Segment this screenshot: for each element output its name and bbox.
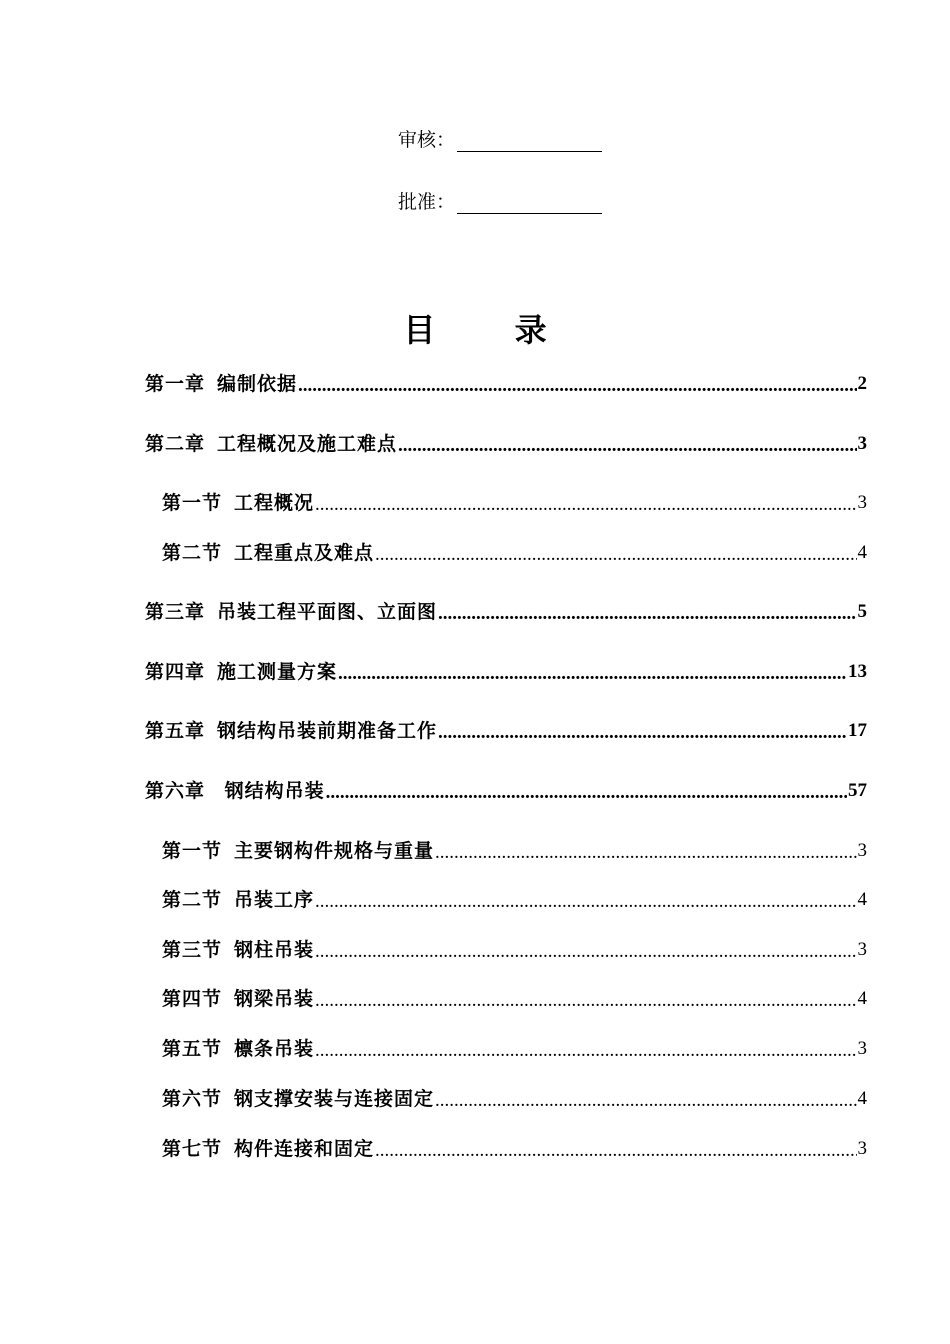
toc-leader-dots: [438, 721, 847, 745]
toc-entry-page: 3: [857, 939, 867, 960]
toc-leader-dots: [315, 890, 856, 914]
toc-entry-page: 4: [857, 889, 867, 910]
toc-entry-text: 檩条吊装: [234, 1038, 315, 1060]
toc-entry-number: 第四节: [162, 988, 223, 1010]
toc-entry-text: 工程重点及难点: [234, 542, 375, 564]
approve-signoff: [398, 188, 602, 214]
toc-entry-page: 4: [857, 1088, 867, 1109]
toc-entry-number: 第一章: [145, 373, 206, 395]
approve-label: 批准：: [398, 191, 456, 213]
toc-leader-dots: [438, 602, 856, 626]
toc-entry-text: 施工测量方案: [217, 661, 338, 683]
toc-leader-dots: [375, 543, 856, 567]
toc-entry-number: 第五章: [145, 720, 206, 742]
toc-leader-dots: [435, 1089, 856, 1113]
toc-entry-number: 第一节: [162, 492, 223, 514]
toc-leader-dots: [315, 940, 856, 964]
toc-entry-number: 第三节: [162, 939, 223, 961]
toc-entry[interactable]: [145, 777, 867, 805]
toc-leader-dots: [298, 374, 856, 398]
toc-leader-dots: [315, 989, 856, 1013]
toc-entry[interactable]: [162, 1135, 867, 1163]
toc-leader-dots: [315, 1039, 856, 1063]
toc-entry[interactable]: [162, 489, 867, 517]
toc-entry-text: 吊装工程平面图、立面图: [217, 601, 438, 623]
toc-entry-number: 第六章: [145, 780, 206, 802]
toc-entry[interactable]: [162, 837, 867, 865]
toc-entry-number: 第四章: [145, 661, 206, 683]
toc-entry-number: 第二节: [162, 889, 223, 911]
toc-entry[interactable]: [162, 936, 867, 964]
toc-entry-text: 钢柱吊装: [234, 939, 315, 961]
review-signature-line[interactable]: [457, 131, 602, 152]
toc-entry[interactable]: [145, 717, 867, 745]
toc-entry-number: 第六节: [162, 1088, 223, 1110]
toc-entry-page: 57: [848, 780, 867, 801]
toc-entry-text: 构件连接和固定: [234, 1138, 375, 1160]
toc-entry[interactable]: [162, 886, 867, 914]
toc-entry-page: 3: [857, 433, 867, 454]
approve-signature-line[interactable]: [457, 193, 602, 214]
toc-leader-dots: [398, 434, 856, 458]
toc-title: 目 录: [403, 311, 581, 349]
toc-entry-number: 第二节: [162, 542, 223, 564]
toc-entry-page: 5: [857, 601, 867, 622]
toc-entry[interactable]: [162, 539, 867, 567]
toc-entry-page: 4: [857, 988, 867, 1009]
toc-leader-dots: [315, 493, 856, 517]
toc-entry-number: 第五节: [162, 1038, 223, 1060]
toc-entry-page: 4: [857, 542, 867, 563]
toc-entry-text: 主要钢构件规格与重量: [234, 840, 435, 862]
toc-entry[interactable]: [145, 658, 867, 686]
toc-entry-text: 钢支撑安装与连接固定: [234, 1088, 435, 1110]
review-signoff: [398, 126, 602, 152]
toc-entry-number: 第一节: [162, 840, 223, 862]
toc-entry-page: 3: [857, 1138, 867, 1159]
toc-entry[interactable]: [145, 370, 867, 398]
review-label: 审核：: [398, 129, 456, 151]
toc-entry-text: 钢结构吊装前期准备工作: [217, 720, 438, 742]
toc-entry-text: 工程概况及施工难点: [217, 433, 398, 455]
toc-entry-text: 钢结构吊装: [217, 780, 325, 802]
toc-entry-page: 3: [857, 492, 867, 513]
toc-entry-page: 3: [857, 840, 867, 861]
toc-entry-number: 第二章: [145, 433, 206, 455]
toc-entry-page: 2: [857, 373, 867, 394]
toc-entry-page: 3: [857, 1038, 867, 1059]
toc-leader-dots: [326, 781, 847, 805]
toc-entry[interactable]: [145, 430, 867, 458]
toc-entry-number: 第七节: [162, 1138, 223, 1160]
toc-leader-dots: [435, 841, 856, 865]
toc-entry[interactable]: [162, 1035, 867, 1063]
toc-entry-number: 第三章: [145, 601, 206, 623]
toc-entry-text: 钢梁吊装: [234, 988, 315, 1010]
toc-entry-text: 吊装工序: [234, 889, 315, 911]
toc-entry-text: 编制依据: [217, 373, 298, 395]
toc-entry[interactable]: [145, 598, 867, 626]
toc-entry-text: 工程概况: [234, 492, 315, 514]
toc-entry[interactable]: [162, 985, 867, 1013]
toc-entry-page: 13: [848, 661, 867, 682]
toc-entry[interactable]: [162, 1085, 867, 1113]
toc-leader-dots: [338, 662, 847, 686]
toc-leader-dots: [375, 1139, 856, 1163]
toc-entry-page: 17: [848, 720, 867, 741]
